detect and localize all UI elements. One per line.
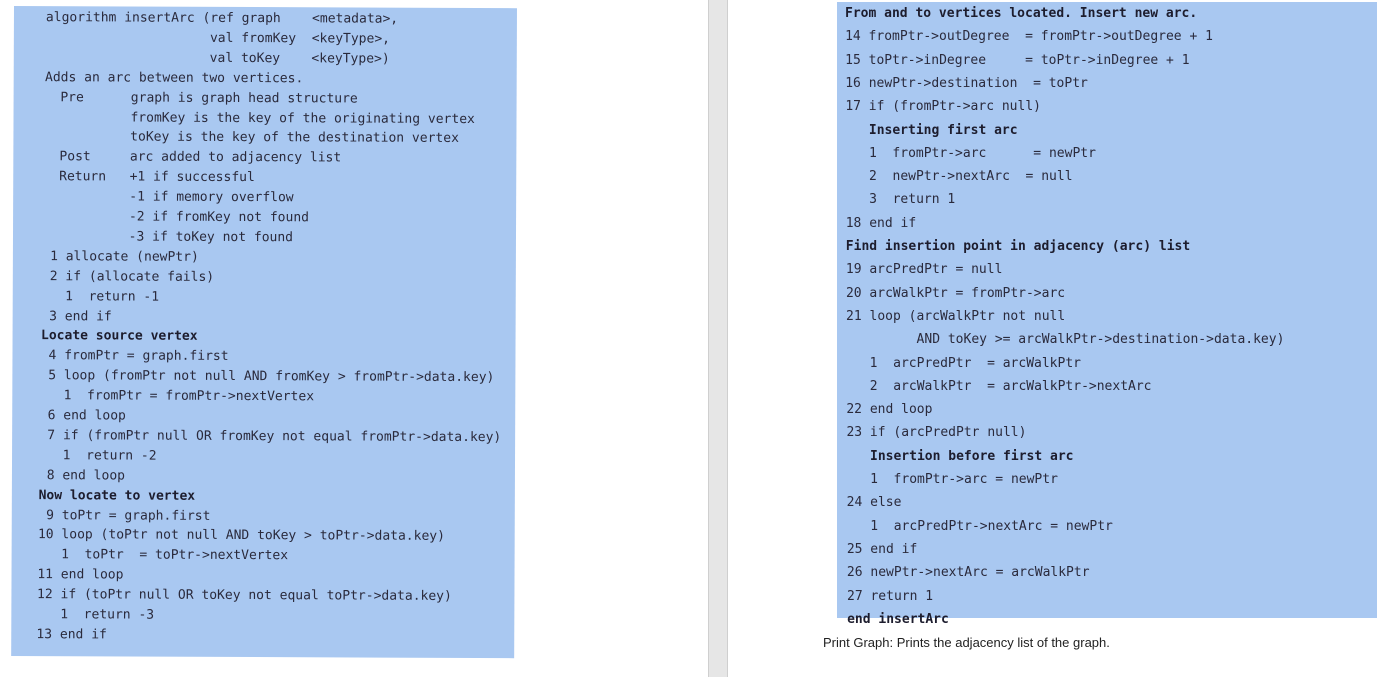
code-line: 7 if (fromPtr null OR fromKey not equal fromPtr->data.key) bbox=[39, 428, 502, 446]
code-line: 27 return 1 bbox=[847, 588, 934, 604]
code-line: 19 arcPredPtr = null bbox=[845, 262, 1003, 278]
code-line: 1 return -2 bbox=[39, 447, 157, 464]
code-line: 16 newPtr->destination = toPtr bbox=[845, 75, 1088, 91]
code-line: Pre graph is graph head structure bbox=[44, 89, 358, 107]
code-line: algorithm insertArc (ref graph <metadata>, bbox=[45, 10, 399, 27]
code-line: 9 toPtr = graph.first bbox=[38, 507, 211, 524]
code-line: end insertArc bbox=[847, 611, 949, 627]
code-line: Now locate to vertex bbox=[38, 487, 196, 504]
code-line: 15 toPtr->inDegree = toPtr->inDegree + 1 bbox=[845, 52, 1190, 68]
code-line: 26 newPtr->nextArc = arcWalkPtr bbox=[846, 565, 1090, 581]
code-line: -3 if toKey not found bbox=[42, 229, 294, 246]
code-line: AND toKey >= arcWalkPtr->destination->data.key) bbox=[846, 332, 1285, 348]
code-line: Inserting first arc bbox=[845, 122, 1018, 138]
code-line: Post arc added to adjacency list bbox=[43, 149, 342, 166]
code-line: 12 if (toPtr null OR toKey not equal toPtr->data.key) bbox=[37, 587, 452, 605]
code-line: 17 if (fromPtr->arc null) bbox=[845, 99, 1041, 115]
page-gutter bbox=[708, 0, 728, 677]
code-line: 6 end loop bbox=[39, 408, 126, 424]
code-line: val fromKey <keyType>, bbox=[45, 30, 391, 47]
code-line: 11 end loop bbox=[37, 567, 124, 583]
code-line: 10 loop (toPtr not null AND toKey > toPtr->data.key) bbox=[37, 527, 445, 545]
code-line: 22 end loop bbox=[846, 402, 933, 418]
code-line: Return +1 if successful bbox=[43, 169, 255, 186]
code-line: 1 fromPtr = fromPtr->nextVertex bbox=[40, 388, 315, 405]
code-line: 3 end if bbox=[41, 308, 112, 324]
code-line: -1 if memory overflow bbox=[43, 189, 294, 206]
code-line: 4 fromPtr = graph.first bbox=[40, 348, 229, 365]
code-line: 2 newPtr->nextArc = null bbox=[845, 169, 1073, 185]
code-line: From and to vertices located. Insert new arc. bbox=[845, 6, 1198, 21]
pseudocode-block-right bbox=[837, 2, 1377, 627]
code-line: 13 end if bbox=[36, 626, 107, 643]
code-line: 25 end if bbox=[846, 541, 918, 557]
code-line: Locate source vertex bbox=[40, 328, 198, 345]
code-line: 2 arcWalkPtr = arcWalkPtr->nextArc bbox=[846, 378, 1152, 394]
code-line: 1 allocate (newPtr) bbox=[42, 248, 199, 265]
code-line: Find insertion point in adjacency (arc) list bbox=[845, 239, 1191, 254]
code-line: 5 loop (fromPtr not null AND fromKey > fromPtr->data.key) bbox=[40, 368, 495, 386]
scanned-image-right bbox=[837, 2, 1377, 627]
code-line: 1 return -3 bbox=[36, 607, 155, 623]
code-line: 23 if (arcPredPtr null) bbox=[846, 425, 1027, 441]
code-line: 20 arcWalkPtr = fromPtr->arc bbox=[845, 285, 1066, 301]
code-line: toKey is the key of the destination vertex bbox=[44, 129, 459, 147]
code-line: -2 if fromKey not found bbox=[42, 209, 310, 226]
code-line: 24 else bbox=[846, 495, 902, 511]
code-line: 21 loop (arcWalkPtr not null bbox=[846, 308, 1066, 324]
pseudocode-block-left bbox=[11, 6, 517, 658]
code-line: 8 end loop bbox=[38, 467, 126, 484]
code-line: 1 return -1 bbox=[41, 288, 160, 305]
code-line: 2 if (allocate fails) bbox=[41, 268, 215, 285]
code-line: 3 return 1 bbox=[845, 192, 956, 208]
code-line: 1 arcPredPtr = arcWalkPtr bbox=[846, 355, 1081, 371]
code-line: 1 fromPtr->arc = newPtr bbox=[845, 145, 1096, 161]
code-line: 14 fromPtr->outDegree = fromPtr->outDegree + 1 bbox=[845, 29, 1213, 45]
scanned-image-left bbox=[11, 6, 517, 658]
code-line: Insertion before first arc bbox=[846, 448, 1074, 464]
code-line: Adds an arc between two vertices. bbox=[44, 69, 304, 86]
code-line: 18 end if bbox=[845, 215, 917, 231]
code-line: fromKey is the key of the originating vertex bbox=[44, 109, 475, 127]
code-line: val toKey <keyType>) bbox=[45, 49, 390, 67]
print-graph-caption: Print Graph: Prints the adjacency list of the graph. bbox=[823, 635, 1110, 650]
code-line: 1 toPtr = toPtr->nextVertex bbox=[37, 547, 289, 564]
code-line: 1 arcPredPtr->nextArc = newPtr bbox=[846, 518, 1113, 534]
code-line: 1 fromPtr->arc = newPtr bbox=[846, 472, 1058, 487]
